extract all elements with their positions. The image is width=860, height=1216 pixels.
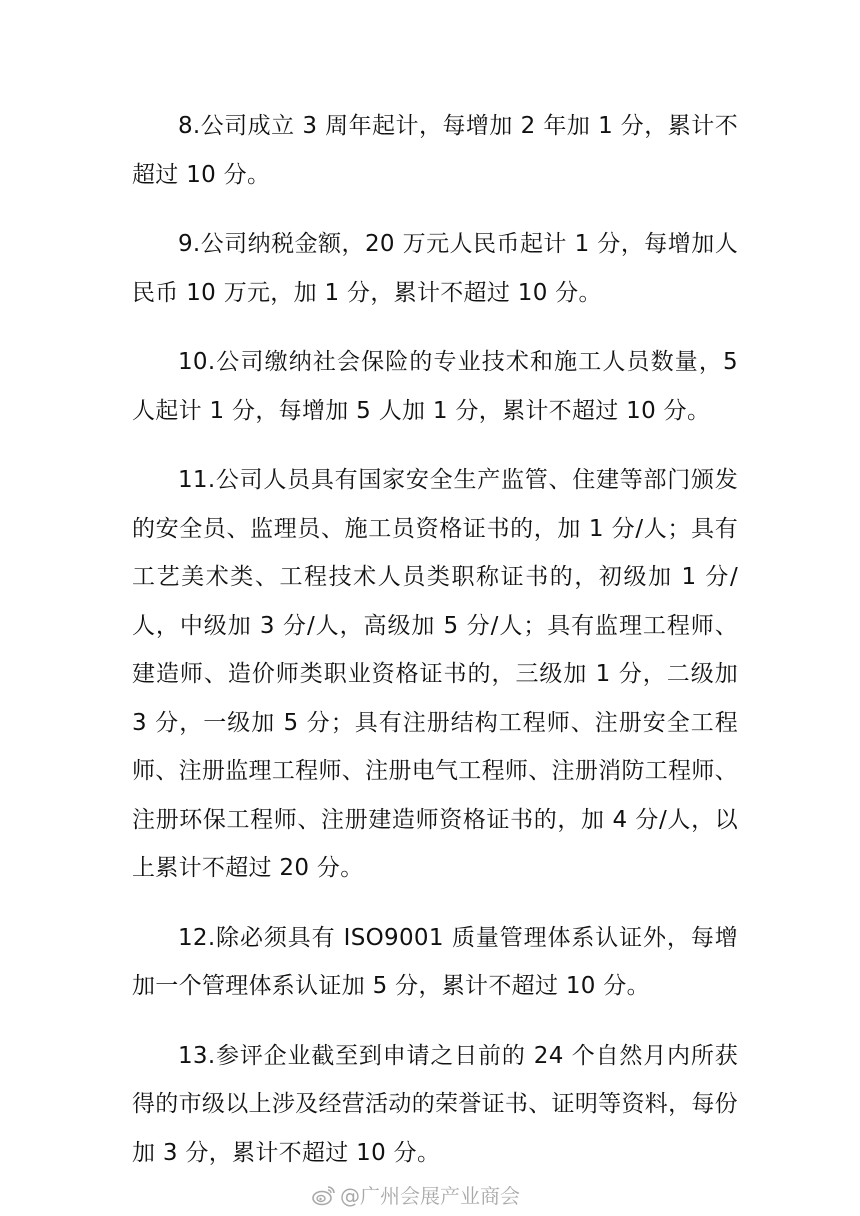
paragraph-item-13: 13.参评企业截至到申请之日前的 24 个自然月内所获得的市级以上涉及经营活动的荣誉证书、证明等资料，每份加 3 分，累计不超过 10 分。 [132,1042,738,1166]
paragraph-item-9: 9.公司纳税金额，20 万元人民币起计 1 分，每增加人民币 10 万元，加 1 分，累计不超过 10 分。 [132,231,738,306]
paragraph-item-10: 10.公司缴纳社会保险的专业技术和施工人员数量，5 人起计 1 分，每增加 5 人加 1 分，累计不超过 10 分。 [132,349,738,424]
paragraph-item-8: 8.公司成立 3 周年起计，每增加 2 年加 1 分，累计不超过 10 分。 [132,113,738,188]
weibo-icon [312,1184,336,1206]
weibo-watermark [312,1180,520,1209]
document-body [132,102,738,1177]
paragraph-item-11: 11.公司人员具有国家安全生产监管、住建等部门颁发的安全员、监理员、施工员资格证书的，加 1 分/人；具有工艺美术类、工程技术人员类职称证书的，初级加 1 分/人，中级加 3 分/人，高级加 5 分/人；具有监理工程师、建造师、造价师类职业资格证书的，三级加 1 分，二级加 3 分，一级加 5 分；具有注册结构工程师、注册安全工程师、注册监理工程师、注册电气工程师、注册消防工程师、注册环保工程师、注册建造师资格证书的，加 4 分/人，以上累计不超过 20 分。 [132,467,738,881]
paragraph-item-12: 12.除必须具有 ISO9001 质量管理体系认证外，每增加一个管理体系认证加 5 分，累计不超过 10 分。 [132,924,738,999]
watermark-text: @广州会展产业商会 [340,1184,520,1208]
